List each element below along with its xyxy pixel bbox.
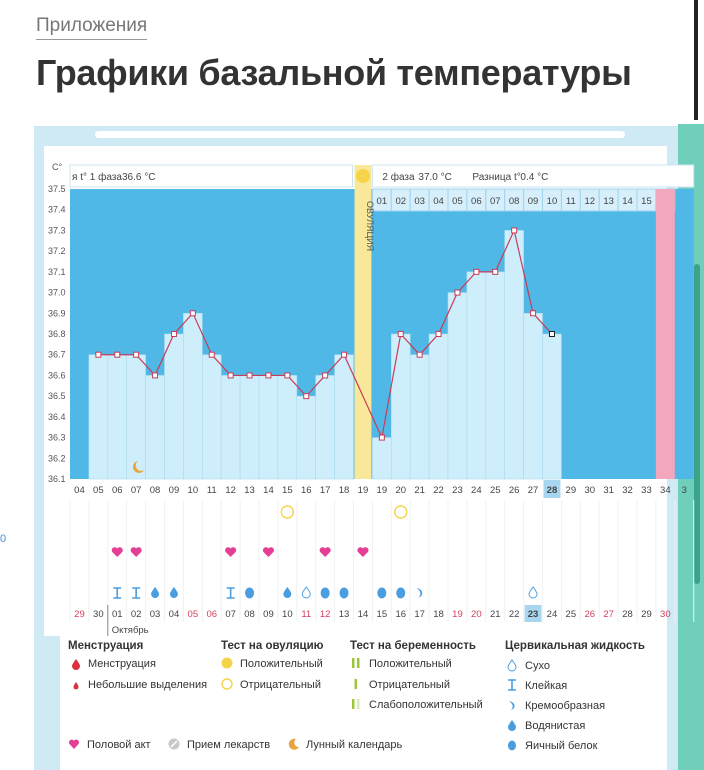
- eggwhite-icon: [340, 588, 349, 599]
- temp-point: [474, 269, 479, 274]
- temp-point: [493, 269, 498, 274]
- y-tick-label: 36.3: [48, 432, 66, 443]
- cycle-day-label: 09: [168, 485, 180, 496]
- watery-icon: [506, 719, 518, 731]
- y-tick-label: 36.4: [48, 411, 66, 422]
- legend-ovulation-negative: Отрицательный: [240, 679, 321, 691]
- legend-title-cervical: Цервикальная жидкость: [505, 640, 645, 652]
- highlight-column: [656, 189, 675, 479]
- phase2-day-label: 01: [376, 196, 388, 207]
- date-label: 26: [584, 609, 596, 620]
- temp-point: [96, 352, 101, 357]
- y-tick-label: 36.8: [48, 329, 66, 339]
- cycle-day-label: 08: [149, 485, 161, 496]
- bbt-chart: [44, 146, 687, 636]
- date-label: 25: [565, 609, 577, 620]
- y-tick-label: 37.4: [48, 204, 66, 215]
- date-label: 23: [527, 609, 539, 620]
- y-tick-label: 36.7: [48, 349, 66, 360]
- cycle-day-label: 13: [244, 485, 255, 496]
- cycle-day-label: 34: [660, 485, 671, 496]
- moon-icon: [288, 738, 300, 750]
- date-label: 03: [149, 609, 161, 620]
- phase2-day-label: 15: [641, 196, 652, 207]
- temp-point: [304, 394, 309, 399]
- date-label: 17: [414, 609, 425, 620]
- diff-value: 0.4 °С: [520, 172, 549, 183]
- pill-icon: [168, 738, 180, 750]
- cycle-day-label: 19: [376, 485, 388, 496]
- temp-point: [417, 352, 422, 357]
- cycle-day-label: 24: [471, 485, 482, 496]
- legend-watery: Водянистая: [525, 720, 586, 732]
- y-tick-label: 36.9: [48, 308, 66, 319]
- temp-bar: [372, 438, 391, 479]
- date-label: 12: [319, 609, 331, 620]
- y-tick-label: 36.2: [48, 453, 66, 464]
- phase1-label: я t° 1 фаза: [72, 172, 122, 183]
- cycle-day-label: 14: [263, 485, 274, 496]
- legend-eggwhite: Яичный белок: [525, 740, 598, 752]
- temp-bar: [505, 230, 524, 479]
- date-label: 19: [452, 609, 463, 620]
- cycle-day-label: 06: [111, 485, 123, 496]
- phase2-value: 37.0 °С: [418, 172, 452, 183]
- watery-icon: [170, 587, 178, 598]
- cycle-day-label: 19: [357, 485, 369, 496]
- scrollbar[interactable]: [694, 0, 698, 120]
- date-label: 06: [206, 609, 218, 620]
- ovulation-negative-icon: [221, 678, 233, 690]
- date-label: 28: [622, 609, 633, 620]
- phase2-day-label: 10: [546, 196, 558, 207]
- temp-bar: [278, 375, 297, 479]
- y-tick-label: 36.5: [48, 391, 66, 402]
- date-label: 11: [301, 609, 312, 620]
- phase2-day-label: 11: [565, 196, 576, 207]
- heart-icon: [112, 547, 123, 557]
- temp-point: [134, 352, 139, 357]
- temp-bar: [429, 334, 448, 479]
- cycle-day-label: 18: [338, 485, 350, 496]
- temp-bar: [297, 396, 316, 479]
- date-label: 15: [376, 609, 388, 620]
- date-label: 20: [471, 609, 482, 620]
- eggwhite-icon: [321, 588, 330, 599]
- date-label: 30: [660, 609, 671, 620]
- heart-icon: [320, 547, 331, 557]
- chart-card: [44, 146, 687, 636]
- y-tick-label: 37.2: [48, 246, 66, 257]
- legend: [60, 636, 667, 770]
- temp-bar: [221, 375, 240, 479]
- y-tick-label: 36.6: [48, 370, 66, 381]
- menstruation-drop-icon: [70, 658, 82, 670]
- temp-bar: [202, 355, 221, 479]
- date-label: 13: [338, 609, 350, 620]
- legend-spotting: Небольшие выделения: [88, 679, 208, 691]
- temp-bar: [335, 355, 354, 479]
- heart-icon: [357, 547, 368, 557]
- temp-point: [342, 352, 347, 357]
- phase2-day-label: 08: [508, 196, 520, 207]
- date-label: 30: [93, 609, 104, 620]
- date-label: 08: [244, 609, 255, 620]
- cycle-day-label: 3: [681, 485, 687, 496]
- y-tick-label: 37.5: [48, 184, 66, 194]
- temp-bar: [146, 375, 165, 479]
- temp-point: [171, 332, 176, 337]
- legend-medication: Прием лекарств: [187, 739, 271, 751]
- legend-title-menstruation: Менструация: [68, 640, 144, 652]
- spotting-drop-icon: [70, 679, 82, 691]
- temp-point: [228, 373, 233, 378]
- temp-bar: [127, 355, 146, 479]
- ovulation-test-negative-icon: [395, 506, 407, 518]
- legend-pregnancy-positive: Положительный: [369, 658, 452, 670]
- creamy-icon: [506, 699, 518, 711]
- phase2-day-label: 04: [433, 196, 444, 207]
- page-title: Графики базальной температуры: [36, 52, 632, 93]
- legend-title-ovulation: Тест на овуляцию: [221, 640, 324, 652]
- temp-bar: [165, 334, 184, 479]
- cycle-day-label: 11: [206, 485, 217, 496]
- phase2-day-label: 03: [414, 196, 425, 207]
- ovulation-positive-icon: [221, 657, 233, 669]
- temp-point: [247, 373, 252, 378]
- temp-point: [549, 332, 554, 337]
- phase2-label: 2 фаза: [382, 172, 415, 183]
- cycle-day-label: 29: [565, 485, 577, 496]
- pregnancy-negative-icon: [350, 678, 362, 690]
- date-label: 10: [282, 609, 293, 620]
- cycle-day-label: 31: [603, 485, 614, 496]
- cycle-day-label: 26: [508, 485, 520, 496]
- date-label: 22: [508, 609, 520, 620]
- pregnancy-weak-icon: [350, 698, 362, 710]
- side-marker: 0: [0, 533, 7, 545]
- temp-point: [285, 373, 290, 378]
- temp-bar: [410, 355, 429, 479]
- temp-bar: [240, 375, 259, 479]
- temp-bar: [524, 313, 543, 479]
- y-tick-label: 37.3: [48, 225, 66, 236]
- temp-bar: [89, 355, 108, 479]
- date-label: 01: [111, 609, 123, 620]
- diff-label: Разница t°: [472, 172, 521, 183]
- legend-pregnancy-weak: Слабоположительный: [369, 699, 483, 711]
- temp-point: [531, 311, 536, 316]
- date-label: 07: [225, 609, 236, 620]
- date-label: 04: [168, 609, 180, 620]
- eggwhite-icon: [506, 739, 518, 751]
- temp-point: [455, 290, 460, 295]
- legend-ovulation-positive: Положительный: [240, 658, 323, 670]
- temp-bar: [108, 355, 127, 479]
- date-label: 24: [546, 609, 558, 620]
- heart-icon: [131, 547, 142, 557]
- dry-icon: [302, 587, 310, 598]
- temp-bar: [467, 272, 486, 479]
- sticky-icon: [113, 588, 121, 598]
- date-label: 18: [433, 609, 444, 620]
- heart-icon: [225, 547, 236, 557]
- cycle-day-label: 30: [584, 485, 596, 496]
- cycle-day-label: 10: [187, 485, 199, 496]
- eggwhite-icon: [245, 588, 254, 599]
- sticky-icon: [132, 588, 140, 598]
- cycle-day-label: 04: [74, 485, 85, 496]
- unit-label: С°: [52, 162, 63, 172]
- temp-bar: [486, 272, 505, 479]
- phase2-day-label: 02: [395, 196, 407, 207]
- y-tick-label: 37.1: [48, 266, 66, 277]
- temp-point: [398, 332, 403, 337]
- temp-bar: [259, 375, 278, 479]
- cycle-day-label: 07: [130, 485, 142, 496]
- temp-point: [512, 228, 517, 233]
- temp-bar: [448, 293, 467, 479]
- temp-point: [190, 311, 195, 316]
- side-scrollbar[interactable]: [694, 264, 700, 584]
- temp-bar: [316, 375, 335, 479]
- phase2-day-label: 14: [622, 196, 633, 207]
- cycle-day-label: 28: [546, 485, 558, 496]
- legend-intercourse: Половой акт: [87, 739, 151, 751]
- temp-bar: [543, 334, 562, 479]
- legend-pregnancy-negative: Отрицательный: [369, 679, 450, 691]
- ovulation-test-negative-icon: [281, 506, 293, 518]
- cycle-day-label: 33: [641, 485, 652, 496]
- eggwhite-icon: [396, 588, 405, 599]
- cycle-day-label: 17: [319, 485, 331, 496]
- date-label: 16: [395, 609, 407, 620]
- temp-point: [323, 373, 328, 378]
- phase2-day-label: 07: [489, 196, 501, 207]
- eggwhite-icon: [377, 588, 386, 599]
- date-label: 29: [74, 609, 85, 620]
- phase2-day-label: 05: [452, 196, 463, 207]
- phase2-day-label: 09: [527, 196, 539, 207]
- date-label: 02: [130, 609, 142, 620]
- cycle-day-label: 15: [282, 485, 293, 496]
- date-label: 05: [187, 609, 199, 620]
- temp-bar: [183, 313, 202, 479]
- date-label: 21: [489, 609, 501, 620]
- temp-point: [379, 435, 384, 440]
- legend-lunar: Лунный календарь: [306, 739, 403, 751]
- y-tick-label: 36.1: [48, 474, 66, 484]
- dry-icon: [529, 587, 537, 598]
- cycle-day-label: 25: [489, 485, 501, 496]
- dry-icon: [506, 659, 518, 671]
- temp-point: [153, 373, 158, 378]
- pregnancy-positive-icon: [350, 657, 362, 669]
- legend-menstruation: Менструация: [88, 658, 156, 670]
- temp-bar: [391, 334, 410, 479]
- phase2-day-label: 06: [471, 196, 482, 207]
- heart-icon: [263, 547, 274, 557]
- legend-dry: Сухо: [525, 660, 550, 672]
- cycle-day-label: 22: [433, 485, 444, 496]
- phase2-day-label: 13: [603, 196, 614, 207]
- creamy-icon: [417, 588, 423, 598]
- date-label: 09: [263, 609, 274, 620]
- horizontal-scrollbar[interactable]: [95, 131, 625, 138]
- watery-icon: [283, 587, 291, 598]
- sticky-icon: [227, 588, 235, 598]
- temp-point: [436, 332, 441, 337]
- cycle-day-label: 05: [93, 485, 104, 496]
- date-label: 27: [603, 609, 614, 620]
- ovulation-label: ОВУЛЯЦИЯ: [364, 201, 375, 252]
- cycle-day-label: 32: [622, 485, 633, 496]
- date-label: 29: [641, 609, 652, 620]
- temp-point: [209, 352, 214, 357]
- cycle-day-label: 21: [414, 485, 425, 496]
- legend-creamy: Кремообразная: [525, 700, 606, 712]
- ovulation-sun-icon: [356, 169, 370, 183]
- phase1-value: 36.6 °С: [122, 172, 156, 183]
- legend-sticky: Клейкая: [525, 680, 568, 692]
- y-tick-label: 37.0: [48, 287, 66, 298]
- cycle-day-label: 20: [395, 485, 407, 496]
- heart-icon: [68, 738, 80, 750]
- cycle-day-label: 27: [527, 485, 539, 496]
- legend-title-pregnancy: Тест на беременность: [350, 640, 476, 652]
- cycle-day-label: 23: [452, 485, 463, 496]
- temp-point: [266, 373, 271, 378]
- date-label: 14: [357, 609, 369, 620]
- phase2-day-label: 12: [584, 196, 596, 207]
- month-label: Октябрь: [111, 625, 149, 636]
- cycle-day-label: 16: [300, 485, 312, 496]
- sticky-icon: [506, 679, 518, 691]
- watery-icon: [151, 587, 159, 598]
- breadcrumb[interactable]: Приложения: [36, 15, 147, 40]
- temp-point: [115, 352, 120, 357]
- cycle-day-label: 12: [225, 485, 236, 496]
